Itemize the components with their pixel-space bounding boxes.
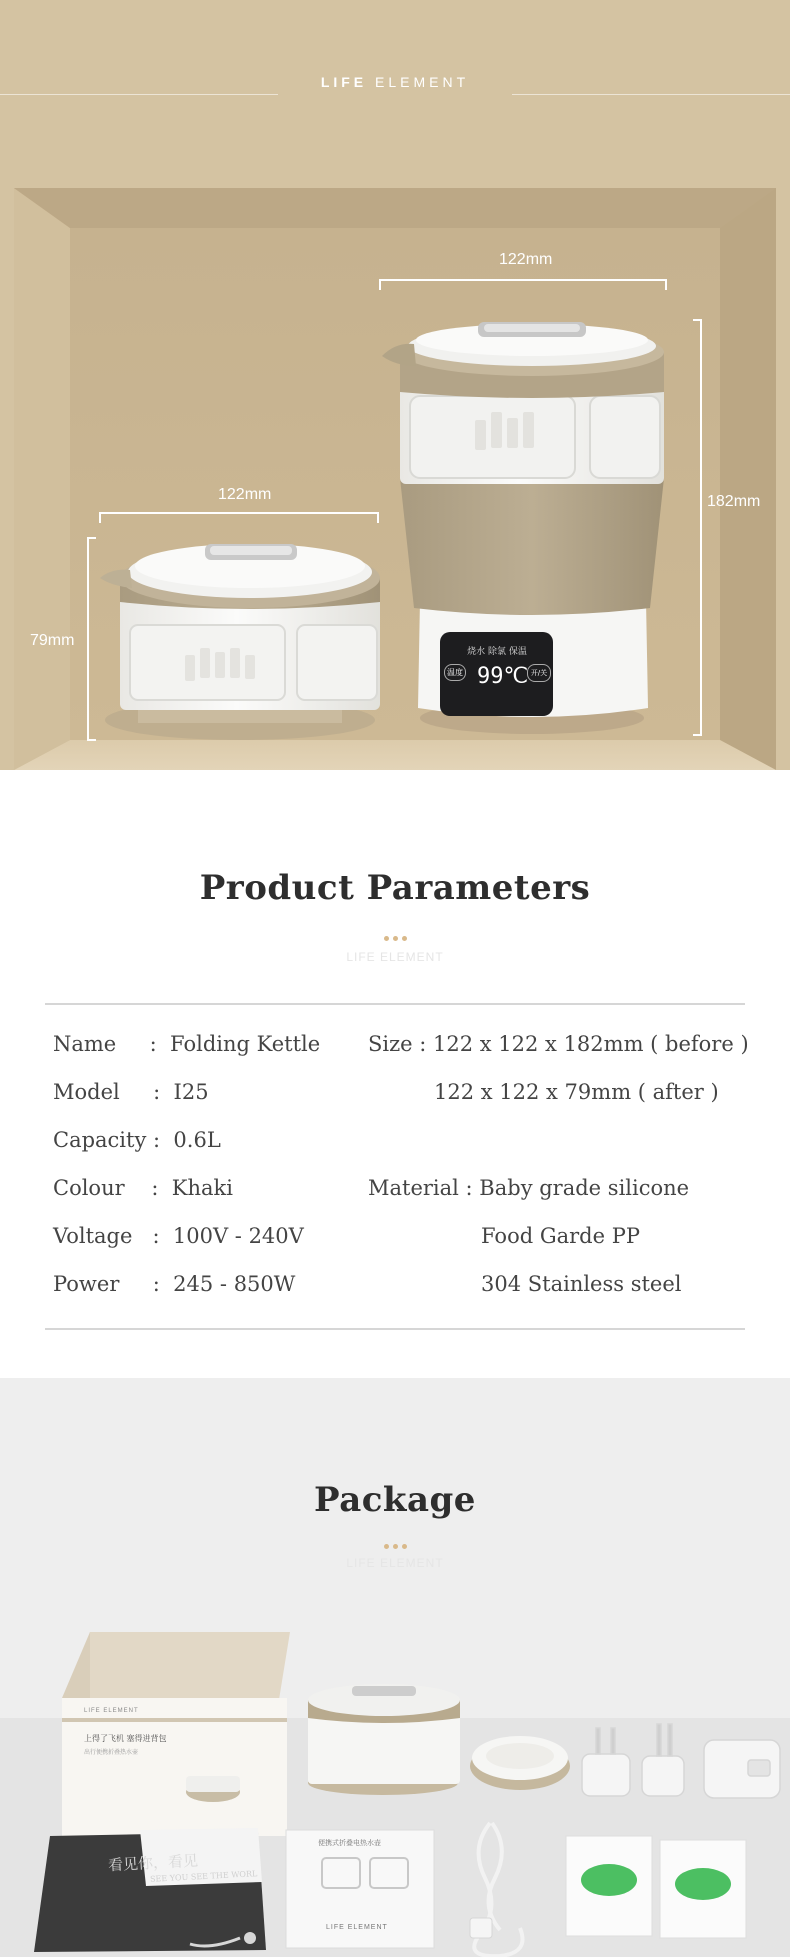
- param-model: Model : I25: [53, 1080, 209, 1104]
- niche-floor: [14, 740, 776, 770]
- param-material-3: 304 Stainless steel: [481, 1272, 682, 1296]
- temperature-button: 温度: [444, 664, 466, 681]
- param-capacity: Capacity : 0.6L: [53, 1128, 221, 1152]
- box-slogan: 上得了飞机 塞得进背包: [84, 1734, 167, 1743]
- param-size: Size : 122 x 122 x 182mm ( before ): [368, 1032, 749, 1056]
- folded-kettle: [100, 544, 380, 740]
- product-parameters-section: [0, 770, 790, 1378]
- parameters-bottom-divider: [45, 1328, 745, 1330]
- box-brand-label: LIFE ELEMENT: [84, 1708, 139, 1714]
- param-material: Material : Baby grade silicone: [368, 1176, 690, 1200]
- package-title: Package: [314, 1480, 476, 1520]
- package-storage-bag: [34, 1828, 266, 1952]
- parameters-title: Product Parameters: [199, 868, 591, 908]
- brand-logo: LIFE ELEMENT: [320, 74, 470, 90]
- package-ghost-brand: LIFE ELEMENT: [346, 1556, 444, 1570]
- hero-section: [0, 0, 790, 770]
- dim-label-left-width: 122mm: [218, 486, 272, 503]
- bag-print-text: 看见你，看见: [107, 1851, 199, 1875]
- package-base-plate: [470, 1736, 570, 1790]
- niche-right-wall: [720, 188, 776, 770]
- ghost-brand-watermark: LIFE ELEMENT: [346, 950, 444, 964]
- niche-left-wall: [14, 188, 70, 770]
- param-size-after: 122 x 122 x 79mm ( after ): [434, 1080, 719, 1104]
- bag-print-subtext: SEE YOU SEE THE WORL: [149, 1869, 258, 1884]
- param-voltage: Voltage : 100V - 240V: [53, 1224, 304, 1248]
- dim-label-short-height: 79mm: [30, 632, 75, 649]
- package-kettle: [308, 1684, 460, 1795]
- kettle-display-illustration: [0, 0, 790, 770]
- param-power: Power : 245 - 850W: [53, 1272, 296, 1296]
- power-button: 开/关: [527, 664, 551, 682]
- param-colour: Colour : Khaki: [53, 1176, 233, 1200]
- box-subtitle: 出行便携折叠热水壶: [84, 1749, 139, 1756]
- param-material-2: Food Garde PP: [481, 1224, 640, 1248]
- dim-label-tall-height: 182mm: [707, 493, 761, 510]
- dim-label-top-width: 122mm: [499, 251, 553, 268]
- title-accent-dots: [0, 926, 790, 945]
- param-name: Name : Folding Kettle: [53, 1032, 321, 1056]
- display-mode-labels: 烧水 除氯 保温: [467, 647, 527, 657]
- temperature-readout: 99℃: [477, 664, 529, 689]
- manual-brand: LIFE ELEMENT: [326, 1924, 388, 1931]
- parameters-top-divider: [45, 1003, 745, 1005]
- package-section: [0, 1378, 790, 1957]
- manual-title: 便携式折叠电热水壶: [318, 1839, 381, 1847]
- niche-ceiling: [14, 188, 776, 228]
